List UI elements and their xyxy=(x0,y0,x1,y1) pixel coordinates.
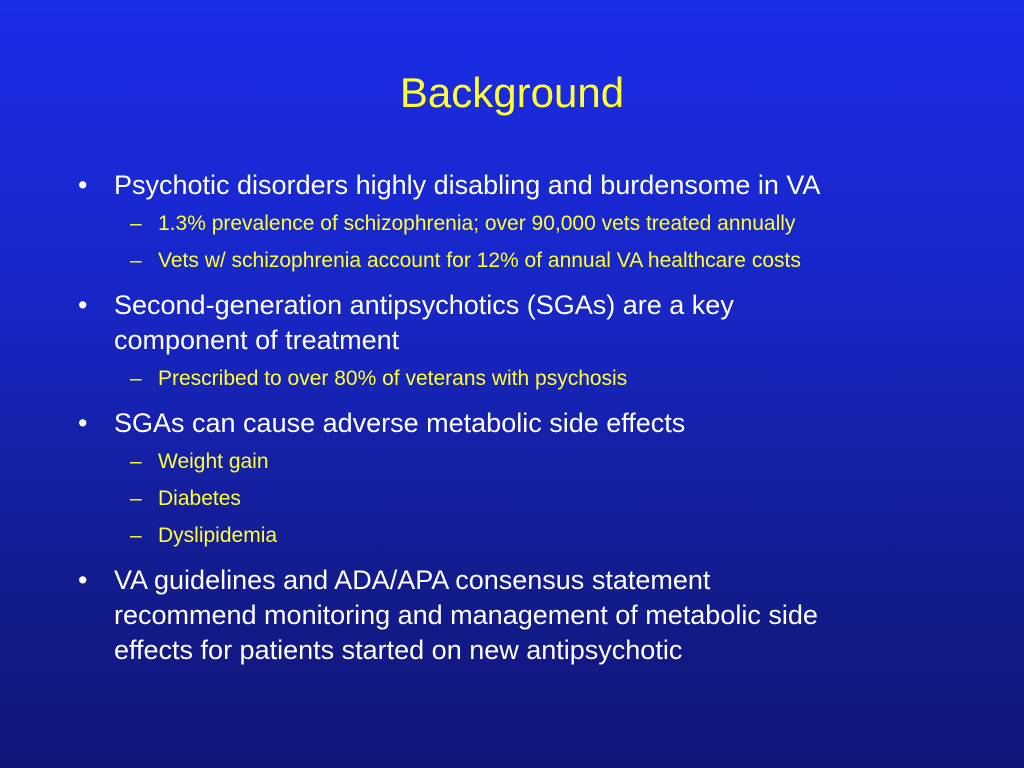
sub-list xyxy=(130,211,958,274)
sub-item xyxy=(130,366,958,392)
sub-item xyxy=(130,449,958,475)
sub-item xyxy=(130,211,958,237)
bullet-item xyxy=(78,168,958,203)
bullet-item xyxy=(78,288,958,358)
bullet-marker: • xyxy=(78,290,88,320)
sub-text: 1.3% prevalence of schizophrenia; over 90,000 vets treated annually xyxy=(158,212,796,235)
sub-text: Dyslipidemia xyxy=(158,524,278,547)
sub-list xyxy=(130,366,958,392)
sub-marker: – xyxy=(130,487,142,510)
bullet-item xyxy=(78,563,958,668)
bullet-marker: • xyxy=(78,408,88,438)
bullet-text: Second-generation antipsychotics (SGAs) are a key component of treatment xyxy=(114,290,734,355)
sub-text: Vets w/ schizophrenia account for 12% of annual VA healthcare costs xyxy=(158,249,801,272)
bullet-text: SGAs can cause adverse metabolic side effects xyxy=(114,408,686,438)
sub-marker: – xyxy=(130,212,142,235)
bullet-item xyxy=(78,406,958,441)
bullet-list xyxy=(78,168,958,676)
slide-title: Background xyxy=(399,69,625,116)
sub-list xyxy=(130,449,958,549)
bullet-marker: • xyxy=(78,565,88,595)
sub-item xyxy=(130,523,958,549)
sub-marker: – xyxy=(130,524,142,547)
bullet-text: VA guidelines and ADA/APA consensus statement recommend monitoring and management of metabolic side effects for patients started on new antipsychotic xyxy=(114,565,818,665)
sub-text: Prescribed to over 80% of veterans with psychosis xyxy=(158,367,628,390)
bullet-marker: • xyxy=(78,170,88,200)
sub-marker: – xyxy=(130,450,142,473)
sub-marker: – xyxy=(130,249,142,272)
sub-marker: – xyxy=(130,367,142,390)
sub-text: Weight gain xyxy=(158,450,269,473)
sub-item xyxy=(130,248,958,274)
bullet-text: Psychotic disorders highly disabling and burdensome in VA xyxy=(114,170,821,200)
sub-item xyxy=(130,486,958,512)
sub-text: Diabetes xyxy=(158,487,241,510)
